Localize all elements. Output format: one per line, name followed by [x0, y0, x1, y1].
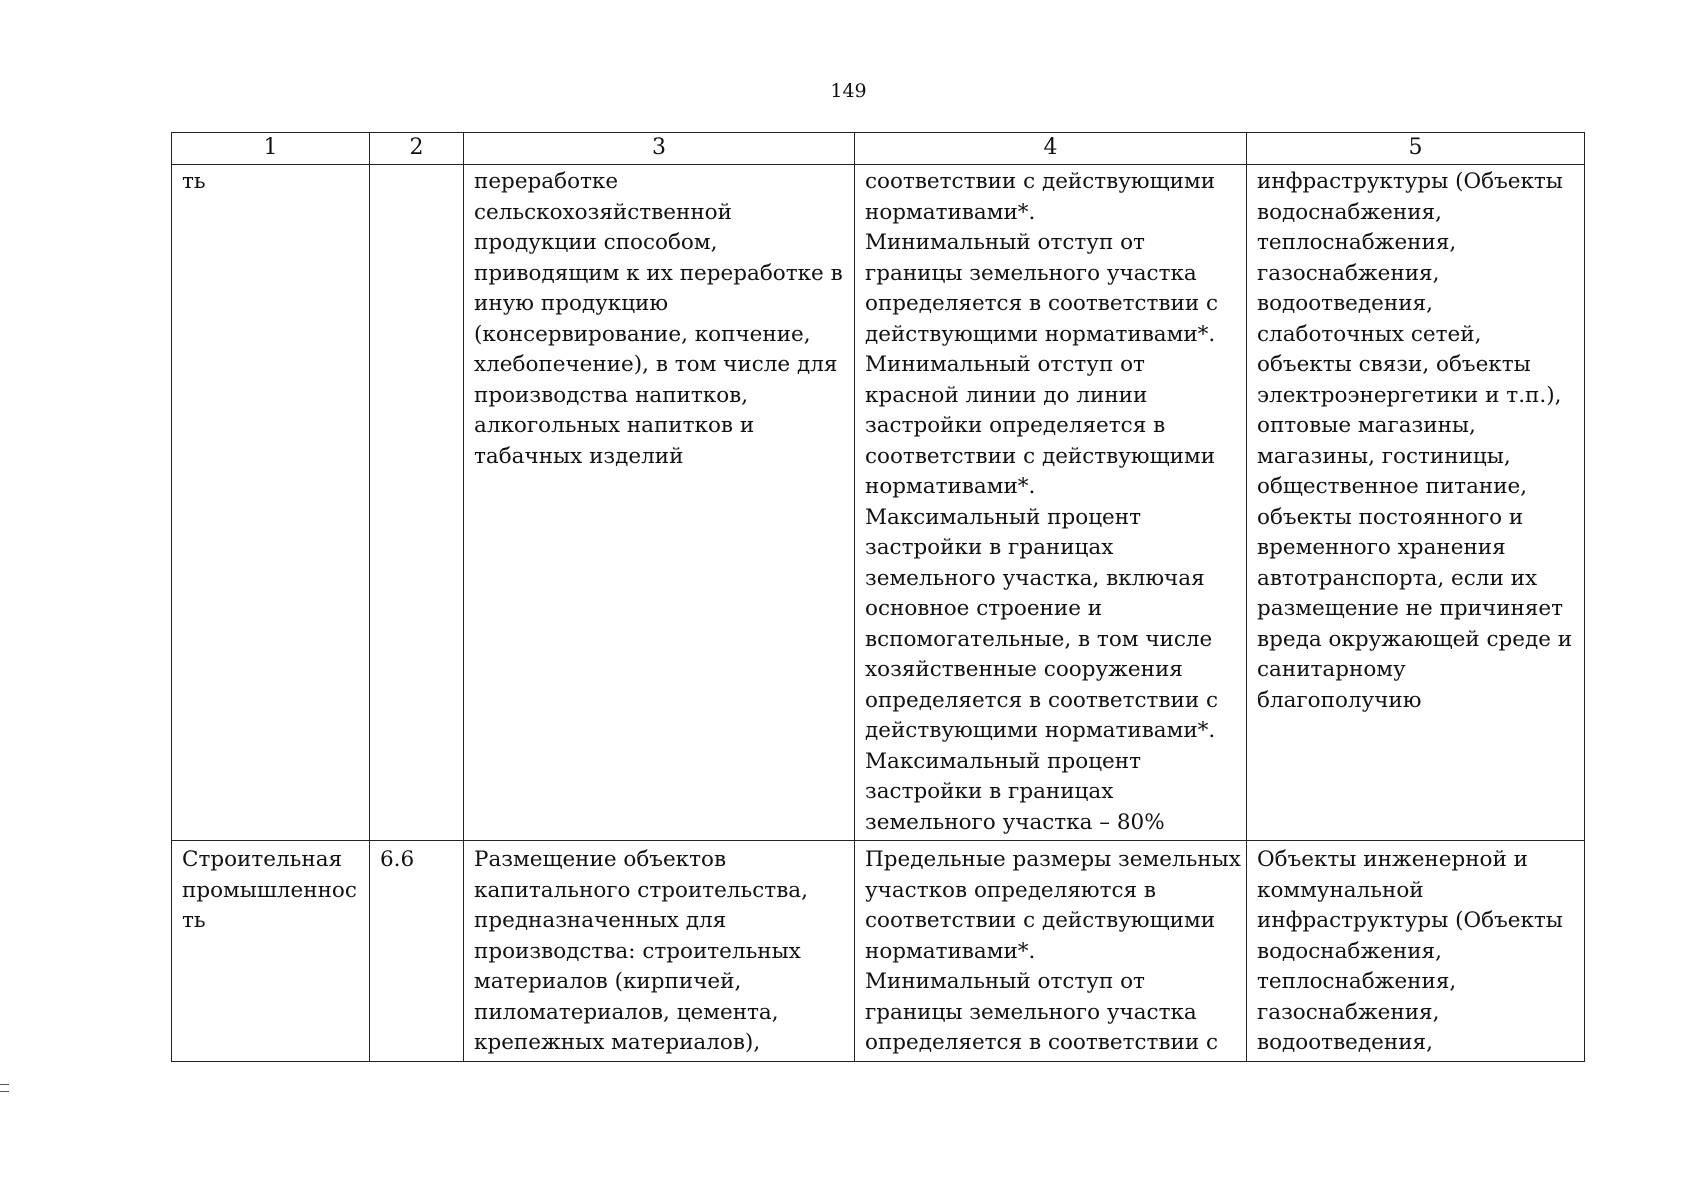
text-line: соответствии с действующими	[865, 908, 1216, 933]
text-line: земельного участка – 80%	[865, 809, 1165, 835]
text-line: предназначенных для	[474, 908, 727, 933]
text-line: Минимальный отступ от	[865, 352, 1145, 377]
header-cell-3: 3	[464, 133, 855, 165]
text-line: коммунальной	[1257, 877, 1424, 903]
text-line: крепежных материалов),	[474, 1030, 761, 1055]
text-line: благополучию	[1257, 687, 1422, 713]
text-line: нормативами*.	[865, 199, 1036, 225]
text-line: газоснабжения,	[1257, 999, 1440, 1025]
cell-parameters	[855, 165, 1247, 841]
text-line: хозяйственные сооружения	[865, 657, 1183, 682]
text-line: вспомогательные, в том числе	[865, 626, 1213, 652]
text-line: соответствии с действующими	[865, 169, 1216, 194]
text-line: водоснабжения,	[1257, 199, 1442, 225]
text-line: застройки в границах	[865, 535, 1114, 560]
cell-use-name	[172, 165, 370, 841]
cell-use-code	[370, 165, 464, 841]
text-line: Строительная	[182, 847, 343, 872]
text-line: размещение не причиняет	[1257, 596, 1564, 621]
table-row	[172, 165, 1585, 841]
margin-mark	[0, 1084, 9, 1092]
text-line: земельного участка, включая	[865, 565, 1205, 591]
header-cell-2: 2	[370, 133, 464, 165]
text-line: вреда окружающей среде и	[1257, 626, 1573, 652]
cell-use-description	[464, 165, 855, 841]
text-line: Минимальный отступ от	[865, 969, 1145, 994]
text-line: объекты связи, объекты	[1257, 352, 1531, 377]
header-cell-5: 5	[1247, 133, 1585, 165]
text-line: застройки определяется в	[865, 413, 1166, 438]
text-line: 6.6	[380, 847, 415, 872]
text-line: временного хранения	[1257, 535, 1506, 560]
text-line: электроэнергетики и т.п.),	[1257, 382, 1562, 408]
text-line: действующими нормативами*.	[865, 718, 1216, 743]
text-line: промышленнос	[182, 877, 357, 903]
text-line: табачных изделий	[474, 443, 684, 469]
text-line: Объекты инженерной и	[1257, 847, 1528, 872]
text-line: объекты постоянного и	[1257, 504, 1524, 530]
header-cell-1: 1	[172, 133, 370, 165]
text-line: ть	[182, 169, 206, 194]
text-line: водоотведения,	[1257, 1030, 1433, 1055]
cell-parameters	[855, 841, 1247, 1062]
header-cell-4: 4	[855, 133, 1247, 165]
text-line: переработке	[474, 169, 619, 194]
cell-use-name	[172, 841, 370, 1062]
text-line: соответствии с действующими	[865, 443, 1216, 469]
text-line: Размещение объектов	[474, 847, 727, 872]
text-line: участков определяются в	[865, 877, 1157, 903]
text-line: нормативами*.	[865, 474, 1036, 499]
text-line: основное строение и	[865, 596, 1103, 621]
cell-auxiliary-uses	[1247, 165, 1585, 841]
text-line: приводящим к их переработке в	[474, 260, 843, 286]
text-line: границы земельного участка	[865, 999, 1197, 1025]
text-line: оптовые магазины,	[1257, 413, 1476, 438]
text-line: действующими нормативами*.	[865, 321, 1216, 347]
text-line: определяется в соответствии с	[865, 687, 1219, 713]
text-line: общественное питание,	[1257, 474, 1528, 499]
text-line: газоснабжения,	[1257, 260, 1440, 286]
text-line: Предельные размеры земельных	[865, 847, 1241, 872]
cell-use-description	[464, 841, 855, 1062]
text-line: нормативами*.	[865, 938, 1036, 964]
text-line: пиломатериалов, цемента,	[474, 999, 779, 1025]
text-line: водоотведения,	[1257, 291, 1433, 316]
text-line: производства: строительных	[474, 938, 801, 964]
text-line: (консервирование, копчение,	[474, 321, 811, 347]
text-line: Минимальный отступ от	[865, 230, 1145, 255]
text-line: производства напитков,	[474, 382, 749, 408]
text-line: теплоснабжения,	[1257, 230, 1457, 255]
cell-use-code	[370, 841, 464, 1062]
text-line: определяется в соответствии с	[865, 291, 1219, 316]
table-row	[172, 841, 1585, 1062]
text-line: санитарному	[1257, 657, 1406, 682]
text-line: инфраструктуры (Объекты	[1257, 169, 1563, 194]
text-line: застройки в границах	[865, 779, 1114, 804]
text-line: теплоснабжения,	[1257, 969, 1457, 994]
zoning-table	[171, 132, 1585, 1062]
text-line: Максимальный процент	[865, 748, 1141, 774]
text-line: красной линии до линии	[865, 382, 1148, 408]
text-line: хлебопечение), в том числе для	[474, 352, 838, 377]
text-line: слаботочных сетей,	[1257, 321, 1482, 347]
text-line: Максимальный процент	[865, 504, 1141, 530]
text-line: сельскохозяйственной	[474, 199, 732, 225]
text-line: магазины, гостиницы,	[1257, 443, 1511, 469]
page-number: 149	[830, 80, 867, 102]
text-line: границы земельного участка	[865, 260, 1197, 286]
text-line: автотранспорта, если их	[1257, 565, 1538, 591]
text-line: инфраструктуры (Объекты	[1257, 908, 1563, 933]
table-header-row	[172, 133, 1585, 165]
text-line: определяется в соответствии с	[865, 1030, 1219, 1055]
text-line: продукции способом,	[474, 230, 718, 255]
text-line: ть	[182, 908, 206, 933]
text-line: материалов (кирпичей,	[474, 969, 742, 994]
text-line: капитального строительства,	[474, 877, 808, 903]
text-line: водоснабжения,	[1257, 938, 1442, 964]
cell-auxiliary-uses	[1247, 841, 1585, 1062]
text-line: алкогольных напитков и	[474, 413, 755, 438]
text-line: иную продукцию	[474, 291, 669, 316]
